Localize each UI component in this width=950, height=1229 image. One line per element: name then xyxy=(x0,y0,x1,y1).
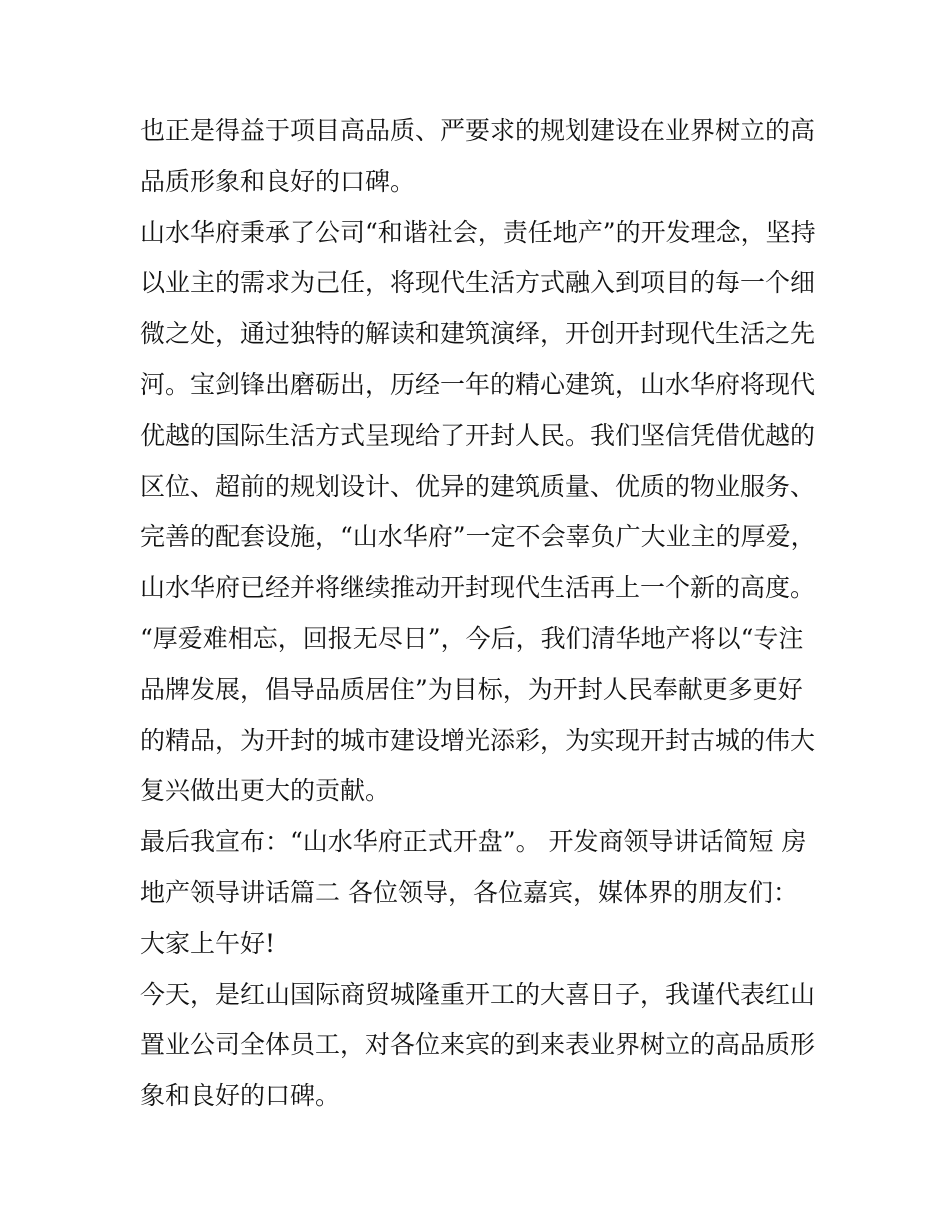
text-line: 优越的国际生活方式呈现给了开封人民。我们坚信凭借优越的 xyxy=(140,420,816,450)
text-line: 复兴做出更大的贡献。 xyxy=(140,776,391,806)
text-line: 也正是得益于项目高品质、严要求的规划建设在业界树立的高 xyxy=(140,116,816,145)
text-line: 山水华府已经并将继续推动开封现代生活再上一个新的高度。 xyxy=(140,573,816,603)
text-line: 完善的配套设施，“山水华府”一定不会辜负广大业主的厚爱， xyxy=(140,522,816,552)
text-line: “厚爱难相忘，回报无尽日”，今后，我们清华地产将以“专注 xyxy=(140,623,804,653)
text-line: 置业公司全体员工，对各位来宾的到来表业界树立的高品质形 xyxy=(140,1030,816,1060)
text-line: 山水华府秉承了公司“和谐社会，责任地产”的开发理念，坚持 xyxy=(140,217,816,247)
text-line: 最后我宣布：“山水华府正式开盘”。 开发商领导讲话简短 房 xyxy=(140,827,807,857)
text-line: 大家上午好! xyxy=(140,928,276,958)
text-line: 微之处，通过独特的解读和建筑演绎，开创开封现代生活之先 xyxy=(140,319,816,349)
text-line: 品牌发展，倡导品质居住”为目标，为开封人民奉献更多更好 xyxy=(140,674,803,704)
text-line: 以业主的需求为己任，将现代生活方式融入到项目的每一个细 xyxy=(140,268,816,298)
text-line: 地产领导讲话篇二 各位领导，各位嘉宾，媒体界的朋友们： xyxy=(140,877,798,907)
text-line: 品质形象和良好的口碑。 xyxy=(140,166,416,196)
document-body xyxy=(140,106,830,1122)
text-line: 的精品，为开封的城市建设增光添彩，为实现开封古城的伟大 xyxy=(140,725,816,755)
text-line: 河。宝剑锋出磨砺出，历经一年的精心建筑，山水华府将现代 xyxy=(140,369,816,399)
text-line: 今天，是红山国际商贸城隆重开工的大喜日子，我谨代表红山 xyxy=(140,979,816,1009)
text-line: 象和良好的口碑。 xyxy=(140,1081,341,1111)
text-line: 区位、超前的规划设计、优异的建筑质量、优质的物业服务、 xyxy=(140,471,816,501)
